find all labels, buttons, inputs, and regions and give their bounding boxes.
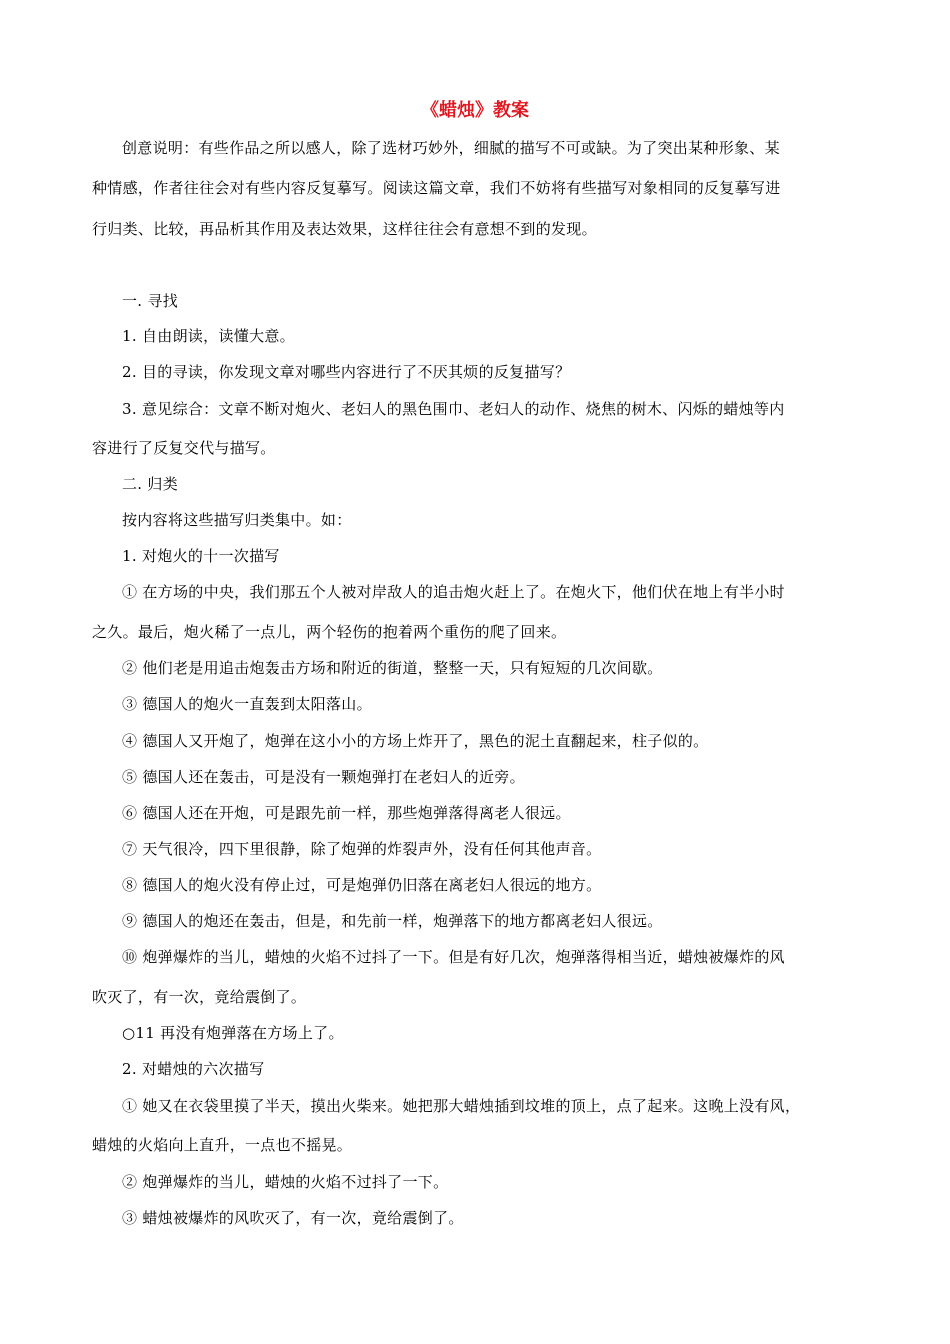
- section-1-item-3-line-1: 3. 意见综合：文章不断对炮火、老妇人的黑色围巾、老妇人的动作、烧焦的树木、闪烁的蜡烛等内: [122, 400, 785, 418]
- candle-desc-1-line-2: 蜡烛的火焰向上直升，一点也不摇晃。: [92, 1136, 353, 1154]
- candle-desc-2: ② 炮弹爆炸的当儿，蜡烛的火焰不过抖了一下。: [122, 1173, 449, 1191]
- candle-desc-1-line-1: ① 她又在衣袋里摸了半天，摸出火柴来。她把那大蜡烛插到坟堆的顶上，点了起来。这晚上没有风，: [122, 1097, 801, 1115]
- fire-desc-5: ⑤ 德国人还在轰击，可是没有一颗炮弹打在老妇人的近旁。: [122, 768, 525, 786]
- fire-desc-11: ○11 再没有炮弹落在方场上了。: [122, 1024, 344, 1042]
- fire-desc-2: ② 他们老是用追击炮轰击方场和附近的街道，整整一天，只有短短的几次间歇。: [122, 659, 663, 677]
- fire-desc-1-line-2: 之久。最后，炮火稀了一点儿，两个轻伤的抱着两个重伤的爬了回来。: [92, 623, 567, 641]
- fire-desc-9: ⑨ 德国人的炮还在轰击，但是，和先前一样，炮弹落下的地方都离老妇人很远。: [122, 912, 663, 930]
- subsection-1-heading: 1. 对炮火的十一次描写: [122, 547, 280, 565]
- candle-desc-3: ③ 蜡烛被爆炸的风吹灭了，有一次，竟给震倒了。: [122, 1209, 464, 1227]
- fire-desc-7: ⑦ 天气很冷，四下里很静，除了炮弹的炸裂声外，没有任何其他声音。: [122, 840, 602, 858]
- section-2-intro: 按内容将这些描写归类集中。如：: [122, 511, 352, 529]
- fire-desc-4: ④ 德国人又开炮了，炮弹在这小小的方场上炸开了，黑色的泥土直翻起来，柱子似的。: [122, 732, 709, 750]
- section-1-item-3-line-2: 容进行了反复交代与描写。: [92, 439, 276, 457]
- fire-desc-8: ⑧ 德国人的炮火没有停止过，可是炮弹仍旧落在离老妇人很远的地方。: [122, 876, 602, 894]
- intro-line-2: 种情感，作者往往会对有些内容反复摹写。阅读这篇文章，我们不妨将有些描写对象相同的反复摹写进: [92, 179, 781, 197]
- page-title: 《蜡烛》教案: [421, 100, 529, 121]
- intro-line-3: 行归类、比较，再品析其作用及表达效果，这样往往会有意想不到的发现。: [92, 220, 597, 238]
- intro-line-1: 创意说明：有些作品之所以感人，除了选材巧妙外，细腻的描写不可或缺。为了突出某种形象、某: [122, 139, 780, 157]
- fire-desc-1-line-1: ① 在方场的中央，我们那五个人被对岸敌人的追击炮火赶上了。在炮火下，他们伏在地上有半小时: [122, 583, 785, 601]
- section-1-heading: 一. 寻找: [122, 292, 179, 310]
- subsection-2-heading: 2. 对蜡烛的六次描写: [122, 1060, 265, 1078]
- fire-desc-6: ⑥ 德国人还在开炮，可是跟先前一样，那些炮弹落得离老人很远。: [122, 804, 571, 822]
- section-1-item-2: 2. 目的寻读，你发现文章对哪些内容进行了不厌其烦的反复描写？: [122, 363, 571, 381]
- fire-desc-3: ③ 德国人的炮火一直轰到太阳落山。: [122, 695, 372, 713]
- fire-desc-10-line-2: 吹灭了，有一次，竟给震倒了。: [92, 988, 307, 1006]
- section-1-item-1: 1. 自由朗读，读懂大意。: [122, 327, 295, 345]
- fire-desc-10-line-1: ⑩ 炮弹爆炸的当儿，蜡烛的火焰不过抖了一下。但是有好几次，炮弹落得相当近，蜡烛被爆炸的风: [122, 948, 785, 966]
- section-2-heading: 二. 归类: [122, 475, 179, 493]
